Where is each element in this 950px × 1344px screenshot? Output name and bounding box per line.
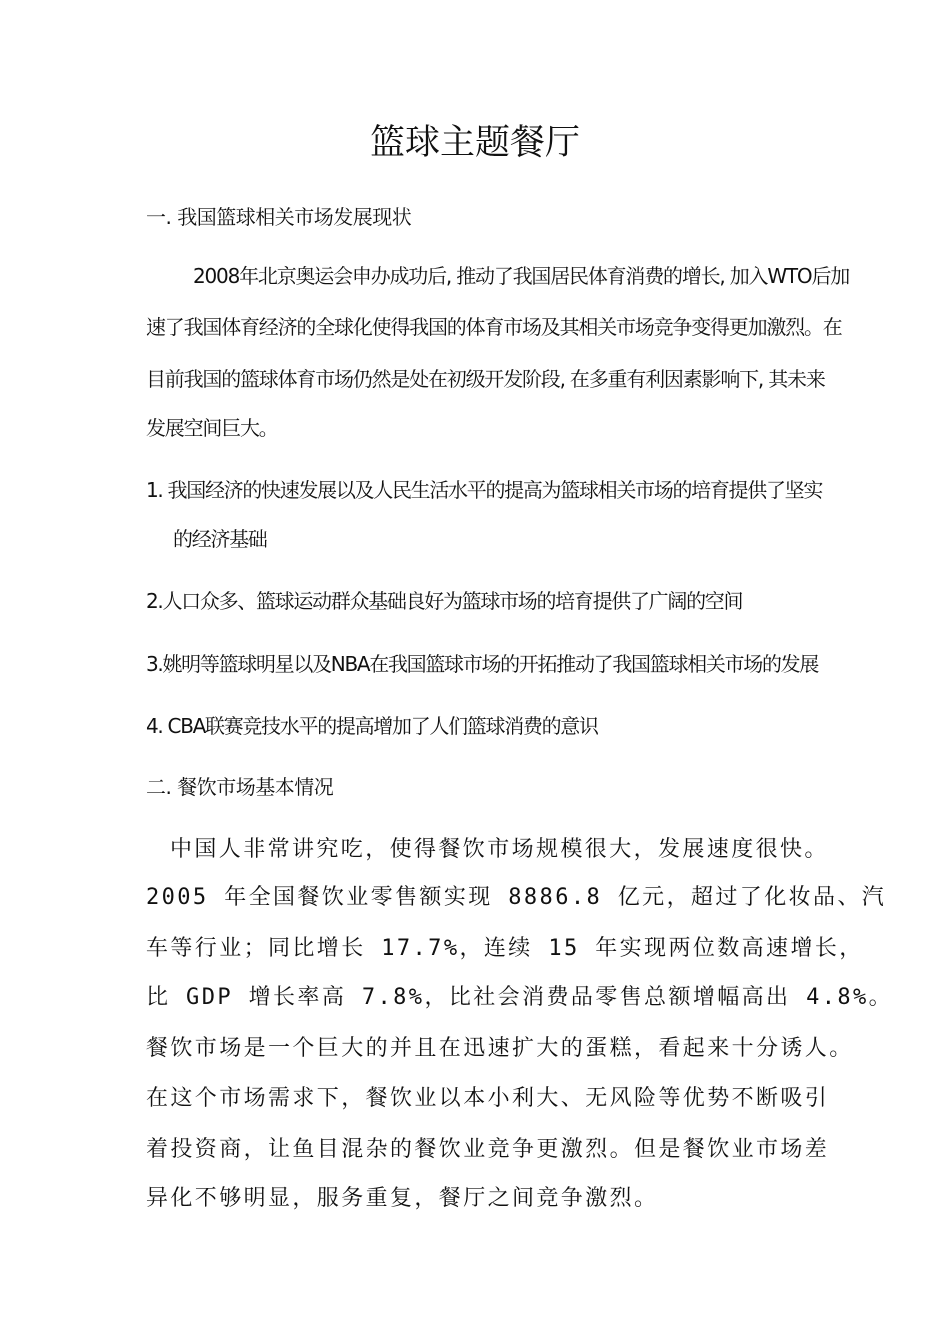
paragraph-line: 异化不够明显，服务重复，餐厅之间竞争激烈。 [146, 1186, 659, 1211]
paragraph-line: 比 GDP 增长率高 7.8%，比社会消费品零售总额增幅高出 4.8%。 [146, 985, 894, 1010]
paragraph-line: 发展空间巨大。 [146, 416, 278, 440]
paragraph-line: 餐饮市场是一个巨大的并且在迅速扩大的蛋糕，看起来十分诱人。 [146, 1036, 854, 1061]
paragraph-line: 2008年北京奥运会申办成功后, 推动了我国居民体育消费的增长, 加入WTO后加 [193, 264, 850, 288]
paragraph-line: 2005 年全国餐饮业零售额实现 8886.8 亿元，超过了化妆品、汽 [146, 885, 887, 910]
section-heading-1: 一. 我国篮球相关市场发展现状 [146, 205, 412, 229]
paragraph-line: 速了我国体育经济的全球化使得我国的体育市场及其相关市场竞争变得更加激烈。在 [146, 315, 842, 339]
document-title: 篮球主题餐厅 [369, 123, 580, 163]
list-item-2: 2.人口众多、篮球运动群众基础良好为篮球市场的培育提供了广阔的空间 [146, 589, 743, 613]
paragraph-line: 车等行业；同比增长 17.7%，连续 15 年实现两位数高速增长， [146, 936, 864, 961]
list-item-4: 4. CBA联赛竞技水平的提高增加了人们篮球消费的意识 [146, 714, 598, 738]
section-heading-2: 二. 餐饮市场基本情况 [146, 775, 334, 799]
paragraph-line: 着投资商，让鱼目混杂的餐饮业竞争更激烈。但是餐饮业市场差 [146, 1137, 830, 1162]
list-item-1: 1. 我国经济的快速发展以及人民生活水平的提高为篮球相关市场的培育提供了坚实 [146, 478, 823, 502]
paragraph-line: 在这个市场需求下，餐饮业以本小利大、无风险等优势不断吸引 [146, 1086, 830, 1111]
list-item-1-continuation: 的经济基础 [173, 527, 267, 551]
list-item-3: 3.姚明等篮球明星以及NBA在我国篮球市场的开拓推动了我国篮球相关市场的发展 [146, 652, 819, 676]
paragraph-line: 目前我国的篮球体育市场仍然是处在初级开发阶段, 在多重有利因素影响下, 其未来 [146, 367, 825, 391]
paragraph-line: 中国人非常讲究吃，使得餐饮市场规模很大，发展速度很快。 [170, 837, 829, 862]
